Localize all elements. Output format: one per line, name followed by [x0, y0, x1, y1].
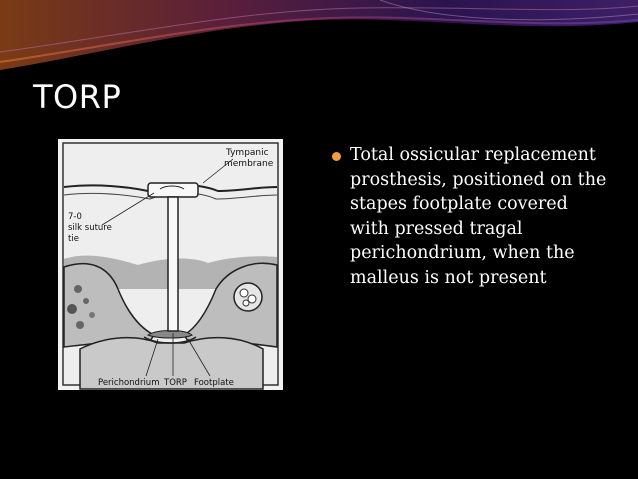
label-torp: TORP: [164, 378, 187, 388]
torp-head: [148, 183, 198, 197]
label-suture-material: silk suture: [68, 223, 112, 233]
torp-shaft: [168, 197, 178, 331]
label-perichondrium: Perichondrium: [98, 378, 160, 388]
bullet-text: Total ossicular replacement prosthesis, positioned on the stapes footplate covered with pressed tragal perichondrium, when the malleus is not present: [350, 145, 607, 288]
label-suture-size: 7-0: [68, 212, 82, 222]
label-tympanic: Tympanic: [226, 148, 269, 158]
torp-illustration: [58, 139, 283, 390]
decorative-header-band: [0, 0, 638, 80]
bullet-item: [330, 143, 610, 290]
slide-title: TORP: [33, 78, 122, 116]
label-footplate: Footplate: [194, 378, 234, 388]
bullet-dot-icon: [332, 152, 341, 161]
torp-diagram: [58, 139, 283, 390]
label-membrane: membrane: [224, 159, 274, 169]
bullet-list: [330, 143, 610, 290]
label-suture-tie: tie: [68, 234, 79, 244]
